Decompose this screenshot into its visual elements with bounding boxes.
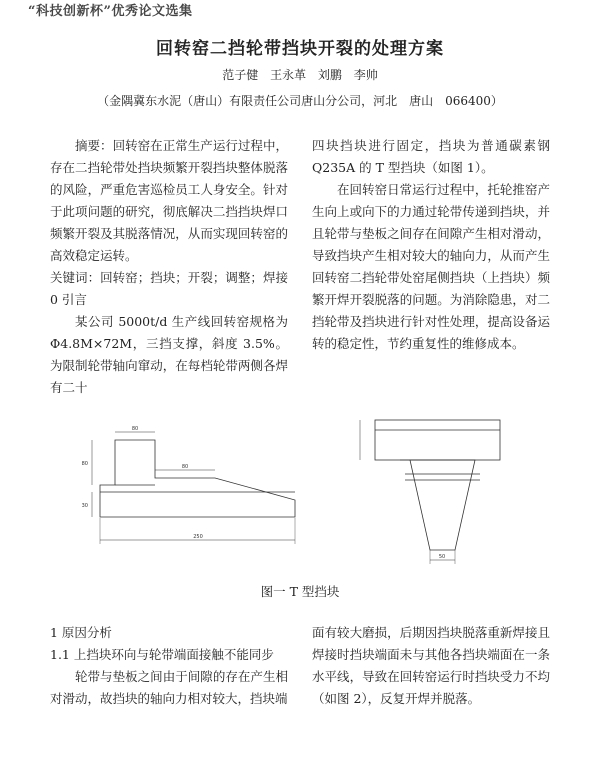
side-view-drawing <box>92 432 295 544</box>
affiliation: （金隅冀东水泥（唐山）有限责任公司唐山分公司，河北 唐山 066400） <box>97 94 503 108</box>
author-name: 范子健 <box>222 68 259 82</box>
subsection-heading: 1.1 上挡块环向与轮带端面接触不能同步 <box>50 647 274 662</box>
front-view-drawing <box>360 420 500 564</box>
dimension-label: 30 <box>81 503 88 509</box>
author-name: 李帅 <box>353 68 378 82</box>
dimension-label: 80 <box>181 464 189 470</box>
section-heading: 1 原因分析 <box>50 625 112 640</box>
body-paragraph: 轮带与垫板之间由于间隙的存在产生相对滑动，故挡块的轴向力相对较大，挡块端 <box>50 669 288 706</box>
abstract-label: 摘要： <box>75 138 113 153</box>
running-head: “科技创新杯”优秀论文选集 <box>28 4 193 19</box>
dimension-label: 50 <box>438 554 446 560</box>
figure-caption: 图一 T 型挡块 <box>260 584 340 599</box>
abstract-paragraph <box>50 135 288 267</box>
right-column-top <box>312 135 550 355</box>
figure-t-block <box>60 400 540 575</box>
dimension-label: 80 <box>81 461 88 467</box>
body-paragraph: 在回转窑日常运行过程中，托轮推窑产生向上或向下的力通过轮带传递到挡块，并且轮带与垫板之间存在间隙产生相对滑动，导致挡块产生相对较大的轴向力，从而产生回转窑二挡轮带处窑尾侧挡块（上挡块）频繁开焊开裂脱落的问题。为消除隐患，对二挡轮带及挡块进行针对性处理，提高设备运转的稳定性，节约重复性的维修成本。 <box>312 182 550 351</box>
author-name: 刘鹏 <box>317 68 342 82</box>
dimension-label: 80 <box>131 426 139 432</box>
body-paragraph: 面有较大磨损，后期因挡块脱落重新焊接且焊接时挡块端面未与其他各挡块端面在一条水平线，导致在回转窑运行时挡块受力不均（如图 2），反复开焊并脱落。 <box>312 625 550 706</box>
front-view-leg <box>410 460 475 550</box>
paper-title: 回转窑二挡轮带挡块开裂的处理方案 <box>156 39 444 59</box>
author-name: 王永革 <box>270 68 307 82</box>
body-paragraph: 四块挡块进行固定，挡块为普通碳素钢 Q235A 的 T 型挡块（如图 1）。 <box>312 138 550 175</box>
author-list <box>0 66 600 83</box>
left-column-bottom <box>50 622 288 710</box>
abstract-text: 回转窑在正常生产运行过程中，存在二挡轮带处挡块频繁开裂挡块整体脱落的风险，严重危害巡检员工人身安全。针对于此项问题的研究，彻底解决二挡挡块焊口频繁开裂及其脱落情况，从而实现回转窑的高效稳定运转。 <box>50 138 288 263</box>
keywords-label: 关键词： <box>50 270 101 285</box>
left-column-top <box>50 135 288 399</box>
intro-paragraph: 某公司 5000t/d 生产线回转窑规格为 Φ4.8M×72M，三挡支撑，斜度 3.5%。为限制轮带轴向窜动，在每档轮带两侧各焊有二十 <box>50 314 288 395</box>
keywords-text: 回转窑；挡块；开裂；调整；焊接 0 引言 <box>50 270 288 307</box>
t-block-drawing <box>60 400 540 575</box>
side-view-outline <box>100 440 295 517</box>
dimension-label: 250 <box>193 534 203 540</box>
right-column-bottom <box>312 622 550 710</box>
keywords-paragraph <box>50 267 288 311</box>
front-view-top-plate <box>375 420 500 460</box>
